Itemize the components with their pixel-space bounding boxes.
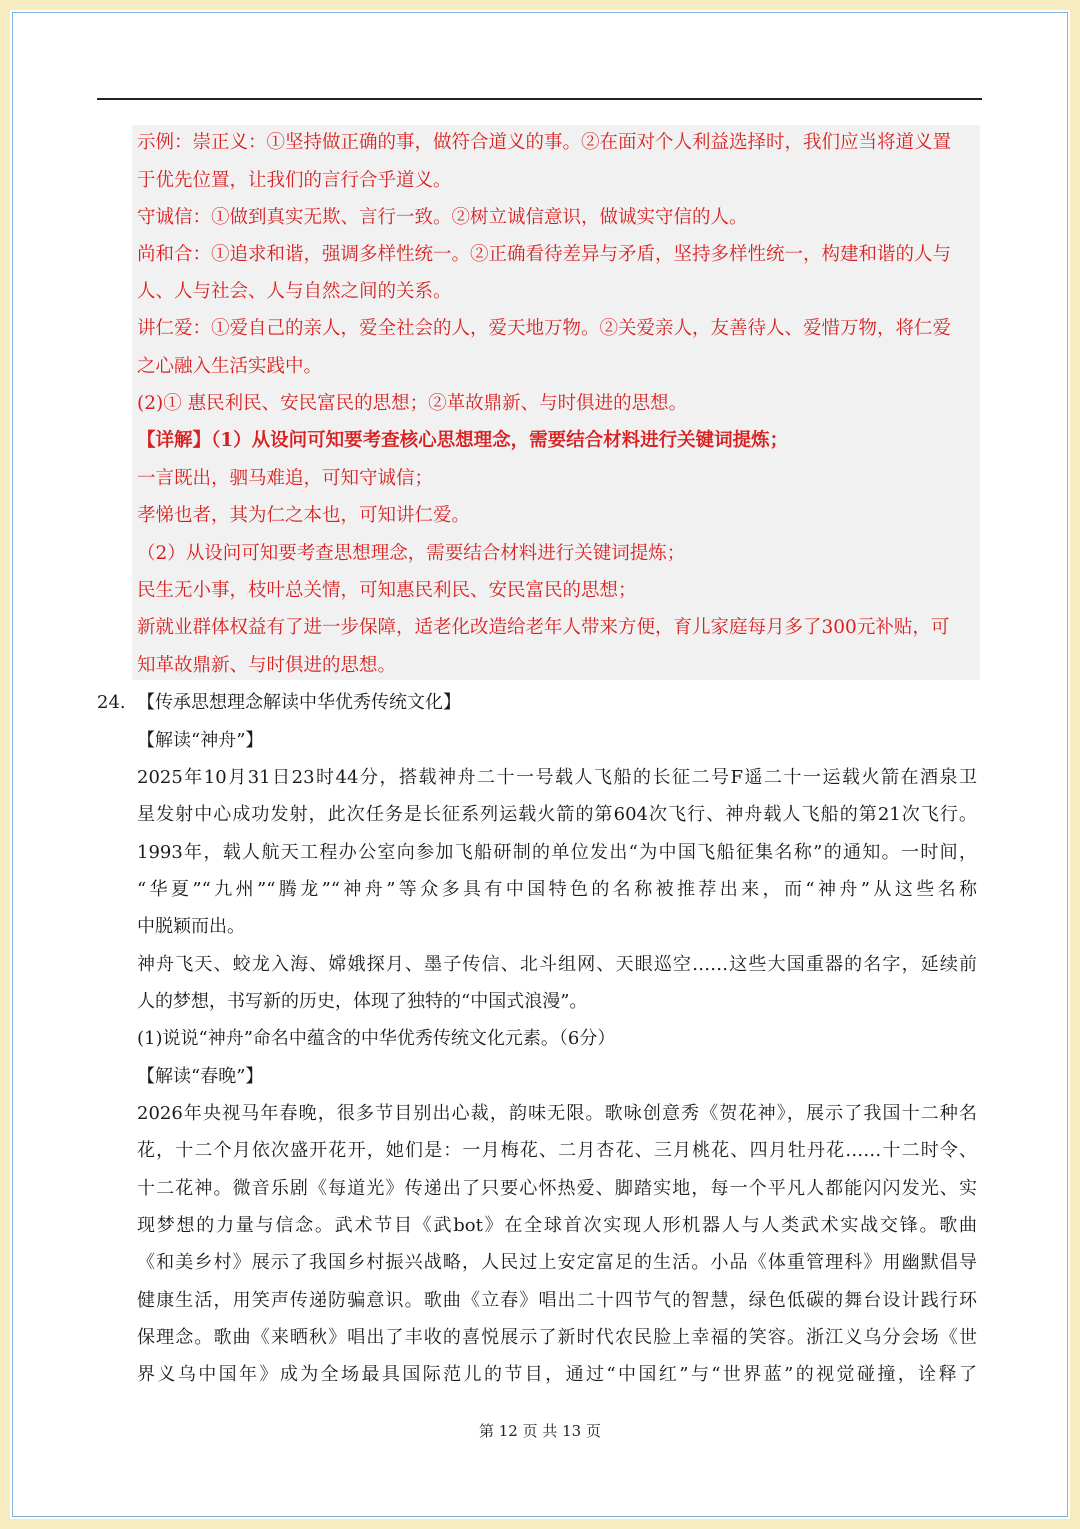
answer-line: 民生无小事，枝叶总关情，可知惠民利民、安民富民的思想；	[137, 580, 637, 601]
passage-line: 花，十二个月依次盛开花开，她们是：一月梅花、二月杏花、三月桃花、四月牡丹花……十二时令、	[137, 1140, 977, 1161]
answer-line: 于优先位置，让我们的言行合乎道义。	[137, 170, 452, 191]
header-rule	[97, 98, 982, 100]
passage-line: 人的梦想，书写新的历史，体现了独特的“中国式浪漫”。	[137, 991, 588, 1012]
passage-line: 2026年央视马年春晚，很多节目别出心裁，韵味无限。歌咏创意秀《贺花神》，展示了我国十二种名	[137, 1103, 977, 1124]
passage-line: 神舟飞天、蛟龙入海、嫦娥探月、墨子传信、北斗组网、天眼巡空……这些大国重器的名字，延续前	[137, 954, 977, 975]
passage-line: 星发射中心成功发射，此次任务是长征系列运载火箭的第604次飞行、神舟载人飞船的第21次飞行。	[137, 804, 977, 825]
question-number: 24.	[97, 692, 126, 713]
passage-line: 健康生活，用笑声传递防骗意识。歌曲《立春》唱出二十四节气的智慧，绿色低碳的舞台设计践行环	[137, 1290, 977, 1311]
passage-line: 十二花神。微音乐剧《每道光》传递出了只要心怀热爱、脚踏实地，每一个平凡人都能闪闪发光、实	[137, 1178, 977, 1199]
passage-line: 2025年10月31日23时44分，搭载神舟二十一号载人飞船的长征二号F遥二十一运载火箭在酒泉卫	[137, 767, 977, 788]
answer-line: 尚和合：①追求和谐，强调多样性统一。②正确看待差异与矛盾，坚持多样性统一，构建和谐的人与	[137, 244, 952, 265]
answer-line: 示例：崇正义：①坚持做正确的事，做符合道义的事。②在面对个人利益选择时，我们应当将道义置	[137, 132, 952, 153]
passage-line: “华夏”“九州”“腾龙”“神舟”等众多具有中国特色的名称被推荐出来，而“神舟”从这些名称	[137, 879, 977, 900]
passage-line: 1993年，载人航天工程办公室向参加飞船研制的单位发出“为中国飞船征集名称”的通知。一时间，	[137, 842, 977, 863]
sub-question: (1)说说“神舟”命名中蕴含的中华优秀传统文化元素。（6分）	[137, 1028, 616, 1049]
question-title: 【传承思想理念解读中华优秀传统文化】	[137, 692, 461, 713]
passage-line: 中脱颖而出。	[137, 916, 245, 937]
answer-line: 讲仁爱：①爱自己的亲人，爱全社会的人，爱天地万物。②关爱亲人，友善待人、爱惜万物，将仁爱	[137, 318, 952, 339]
answer-line: 新就业群体权益有了进一步保障，适老化改造给老年人带来方便，育儿家庭每月多了300元补贴，可	[137, 617, 950, 638]
page-footer: 第 12 页 共 13 页	[478, 1422, 601, 1440]
answer-line: 人、人与社会、人与自然之间的关系。	[137, 281, 452, 302]
section-heading: 【解读“春晚”】	[137, 1066, 264, 1087]
answer-line: 守诚信：①做到真实无欺、言行一致。②树立诚信意识，做诚实守信的人。	[137, 207, 748, 228]
answer-line: (2)① 惠民利民、安民富民的思想；②革故鼎新、与时俱进的思想。	[137, 393, 688, 414]
passage-line: 保理念。歌曲《来晒秋》唱出了丰收的喜悦展示了新时代农民脸上幸福的笑容。浙江义乌分会场《世	[137, 1327, 977, 1348]
passage-line: 界义乌中国年》成为全场最具国际范儿的节目，通过“中国红”与“世界蓝”的视觉碰撞，诠释了	[137, 1364, 977, 1385]
answer-line: 之心融入生活实践中。	[137, 356, 323, 377]
answer-line: 孝悌也者，其为仁之本也，可知讲仁爱。	[137, 505, 471, 526]
passage-line: 《和美乡村》展示了我国乡村振兴战略，人民过上安定富足的生活。小品《体重管理科》用幽默倡导	[137, 1252, 977, 1273]
answer-line: （2）从设问可知要考查思想理念，需要结合材料进行关键词提炼；	[137, 543, 686, 564]
answer-line: 知革故鼎新、与时俱进的思想。	[137, 655, 397, 676]
explanation-heading: 【详解】（1）从设问可知要考查核心思想理念，需要结合材料进行关键词提炼；	[137, 430, 789, 451]
answer-line: 一言既出，驷马难追，可知守诚信；	[137, 468, 434, 489]
section-heading: 【解读“神舟”】	[137, 730, 264, 751]
passage-line: 现梦想的力量与信念。武术节目《武bot》在全球首次实现人形机器人与人类武术实战交锋。歌曲	[137, 1215, 977, 1236]
